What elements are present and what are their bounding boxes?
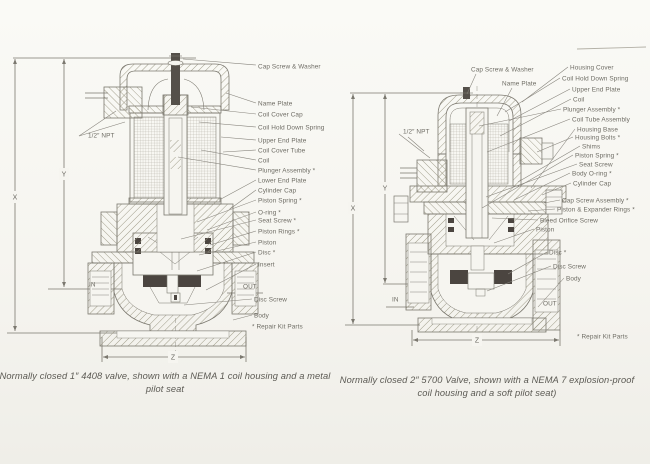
part-label: 1/2″ NPT bbox=[403, 128, 430, 136]
part-label: OUT bbox=[243, 283, 257, 291]
part-label: Coil Cover Tube bbox=[258, 147, 306, 155]
caption-right-line2: coil housing and a soft pilot seat) bbox=[417, 388, 557, 398]
part-label: Disc * bbox=[258, 249, 276, 257]
part-label: Disc Screw bbox=[254, 296, 287, 304]
part-label: Seat Screw bbox=[579, 161, 613, 169]
dimension-label: X bbox=[12, 194, 18, 202]
dimension-label: X bbox=[350, 205, 356, 213]
part-label: Plunger Assembly * bbox=[563, 106, 621, 114]
leader-line bbox=[221, 137, 256, 140]
coil-assembly bbox=[129, 95, 221, 215]
part-label: Coil Tube Assembly bbox=[572, 116, 630, 124]
part-label: O-ring * bbox=[258, 209, 281, 217]
dimension-label: Y bbox=[61, 171, 67, 179]
part-label: Disc Screw bbox=[553, 263, 586, 271]
part-label: * Repair Kit Parts bbox=[252, 323, 303, 331]
caption-left-line2: pilot seat bbox=[145, 384, 185, 394]
leader-line bbox=[223, 150, 256, 152]
part-label: Coil Cover Cap bbox=[258, 111, 303, 119]
part-label: Coil Hold Down Spring bbox=[258, 124, 325, 132]
part-label: Piston bbox=[536, 226, 555, 234]
part-label: Piston bbox=[258, 239, 277, 247]
part-label: Piston Spring * bbox=[258, 197, 302, 205]
leader-line bbox=[233, 315, 252, 320]
part-label: Bleed Orifice Screw bbox=[540, 217, 599, 225]
part-label: Disc * bbox=[549, 249, 567, 257]
leader-line bbox=[226, 93, 256, 103]
part-label: Body bbox=[566, 275, 581, 283]
part-label: Upper End Plate bbox=[258, 137, 307, 145]
part-label: Cap Screw & Washer bbox=[471, 66, 534, 74]
part-label: * Repair Kit Parts bbox=[577, 333, 628, 341]
part-label: IN bbox=[392, 296, 399, 304]
caption-right-line1: Normally closed 2″ 5700 Valve, shown with a NEMA 7 explosion-proof bbox=[339, 375, 635, 385]
part-label: IN bbox=[89, 281, 96, 289]
part-label: Coil bbox=[573, 96, 585, 104]
part-label: Name Plate bbox=[258, 100, 293, 108]
part-label: Housing Bolts * bbox=[575, 134, 621, 142]
part-label: Cap Screw & Washer bbox=[258, 63, 321, 71]
part-label: Seat Screw * bbox=[258, 217, 297, 225]
part-label: 1/2″ NPT bbox=[88, 132, 115, 140]
part-label: Housing Cover bbox=[570, 64, 614, 72]
part-label: Shims bbox=[582, 143, 601, 151]
dimension-label: Z bbox=[474, 337, 480, 345]
dimension-label: Y bbox=[382, 185, 388, 193]
part-label: Coil bbox=[258, 157, 270, 165]
leader-line bbox=[230, 190, 256, 209]
part-label: Cylinder Cap bbox=[258, 187, 297, 195]
part-label: Coil Hold Down Spring bbox=[562, 75, 629, 83]
part-label: Piston & Expander Rings * bbox=[557, 206, 635, 214]
part-label: Body bbox=[254, 312, 269, 320]
part-label: OUT bbox=[543, 300, 557, 308]
leader-line bbox=[221, 180, 256, 199]
part-label: Body O-ring * bbox=[572, 170, 612, 178]
dimension-label: Z bbox=[170, 354, 176, 362]
part-label: Cap Screw Assembly * bbox=[562, 197, 629, 205]
part-label: Housing Base bbox=[577, 126, 618, 134]
part-label: Lower End Plate bbox=[258, 177, 307, 185]
leader-line bbox=[408, 137, 424, 151]
part-label: Plunger Assembly * bbox=[258, 167, 316, 175]
page-crease-line bbox=[577, 47, 646, 49]
valve-left-drawing bbox=[7, 53, 263, 362]
part-label: Insert bbox=[258, 261, 275, 269]
leader-line bbox=[399, 134, 430, 158]
part-label: Name Plate bbox=[502, 80, 537, 88]
part-label: Piston Rings * bbox=[258, 228, 300, 236]
leader-line bbox=[467, 74, 476, 94]
part-label: Cylinder Cap bbox=[573, 180, 612, 188]
part-label: Piston Spring * bbox=[575, 152, 619, 160]
part-label: Upper End Plate bbox=[572, 86, 621, 94]
caption-left-line1: Normally closed 1″ 4408 valve, shown with a NEMA 1 coil housing and a metal bbox=[0, 371, 331, 381]
